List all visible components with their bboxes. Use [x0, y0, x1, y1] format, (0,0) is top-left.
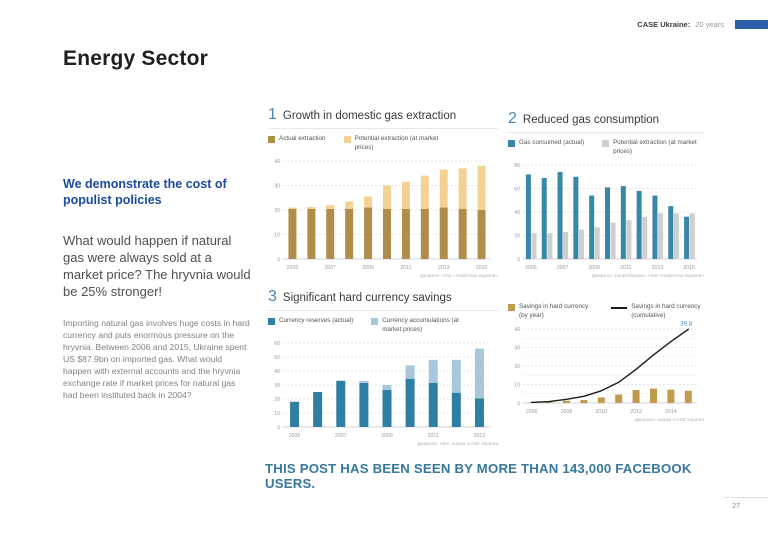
svg-text:20: 20	[274, 207, 280, 214]
svg-text:20: 20	[514, 363, 520, 370]
chart-number: 3	[268, 288, 277, 305]
chart-panel-currency-savings	[268, 288, 498, 447]
page-title: Energy Sector	[63, 47, 208, 70]
chart-title: Reduced gas consumption	[522, 114, 660, 126]
sidebar-body: Importing natural gas involves huge costs in hard currency and puts enormous pressure on the hryvnia. Between 2006 and 2015, Ukraine spent US $87.9bn on imported gas. What would happen with external accounts and the hryvnia exchange rate if market prices for natural gas had been instituted back in 2004?	[63, 318, 250, 401]
legend-item	[611, 303, 704, 320]
svg-text:60: 60	[274, 340, 280, 347]
svg-text:2009: 2009	[362, 265, 374, 271]
color-swatch-icon	[508, 304, 515, 311]
svg-text:40: 40	[274, 368, 280, 375]
svg-text:2008: 2008	[560, 409, 573, 415]
chart-plot	[268, 156, 498, 272]
svg-text:2011: 2011	[400, 265, 412, 271]
svg-text:30: 30	[514, 345, 520, 352]
svg-text:40: 40	[514, 326, 520, 333]
svg-text:2011: 2011	[427, 433, 439, 439]
legend-item	[268, 317, 353, 326]
brand-name: CASE Ukraine:	[637, 20, 691, 29]
legend-label: Gas consumed (actual)	[519, 139, 585, 146]
svg-text:2015: 2015	[683, 265, 695, 271]
chart-source: Джерело: оцінка CASE Україна	[634, 418, 704, 423]
svg-text:2005: 2005	[288, 433, 301, 439]
page-number: 27	[732, 503, 740, 510]
plot-svg	[268, 156, 498, 272]
svg-text:2006: 2006	[525, 409, 538, 415]
color-swatch-icon	[344, 136, 351, 143]
svg-text:10: 10	[274, 410, 280, 417]
legend-item	[508, 303, 593, 320]
chart-title: Growth in domestic gas extraction	[282, 110, 457, 122]
legend-item	[344, 135, 445, 152]
chart-panel-savings-cumulative	[508, 303, 704, 423]
svg-text:2010: 2010	[595, 409, 608, 415]
color-swatch-icon	[602, 140, 609, 147]
legend-label: Potential extraction (at market prices)	[613, 139, 697, 155]
color-swatch-icon	[508, 140, 515, 147]
chart-plot	[508, 160, 704, 272]
legend-label: Currency accumulations (at market prices)	[382, 317, 459, 333]
svg-text:10: 10	[514, 382, 520, 389]
chart-header	[268, 288, 498, 311]
plot-svg	[508, 160, 704, 272]
svg-text:10: 10	[274, 232, 280, 239]
legend-label: Actual extraction	[279, 135, 326, 142]
svg-text:2011: 2011	[620, 265, 632, 271]
brand-accent-bar	[735, 20, 768, 29]
legend-label: Savings in hard currency (by year)	[519, 303, 589, 319]
chart-legend	[508, 139, 704, 156]
svg-text:39.8: 39.8	[680, 320, 693, 328]
legend-item	[508, 139, 584, 148]
svg-text:2007: 2007	[335, 433, 347, 439]
svg-text:0: 0	[277, 256, 280, 263]
chart-source: Джерело: НАК «Нафтогаз України»	[419, 274, 498, 279]
chart-number: 2	[508, 110, 517, 127]
sidebar-heading: We demonstrate the cost of populist policies	[63, 177, 227, 207]
brand-header	[637, 20, 768, 29]
chart-source: Джерело: НБУ, оцінка CASE Україна	[417, 442, 498, 447]
page-number-divider	[724, 497, 768, 498]
svg-text:30: 30	[274, 183, 280, 190]
chart-legend	[268, 317, 498, 334]
svg-text:30: 30	[274, 382, 280, 389]
legend-label: Currency reserves (actual)	[279, 317, 354, 324]
svg-text:0: 0	[277, 424, 280, 431]
svg-text:20: 20	[514, 233, 520, 240]
svg-text:2012: 2012	[630, 409, 642, 415]
svg-text:2013: 2013	[473, 433, 486, 439]
color-swatch-icon	[268, 136, 275, 143]
svg-text:2009: 2009	[588, 265, 600, 271]
svg-text:2015: 2015	[475, 265, 488, 271]
svg-text:2013: 2013	[437, 265, 450, 271]
chart-panel-gas-consumption	[508, 110, 704, 279]
svg-text:2005: 2005	[525, 265, 537, 271]
chart-source: Джерело: Енергобаланс, НАК «Нафтогаз України»	[591, 274, 704, 279]
line-swatch-icon	[611, 307, 627, 309]
sidebar-lead: What would happen if natural gas were always sold at a market price? The hryvnia would be 25% stronger!	[63, 233, 251, 300]
chart-header	[268, 106, 498, 129]
svg-text:40: 40	[274, 158, 280, 165]
svg-text:80: 80	[514, 162, 520, 169]
svg-text:40: 40	[514, 209, 520, 216]
plot-svg	[508, 320, 704, 416]
chart-legend	[508, 303, 704, 320]
chart-plot	[268, 338, 498, 440]
facebook-reach-statement: THIS POST HAS BEEN SEEN BY MORE THAN 143,000 FACEBOOK USERS.	[265, 461, 692, 491]
brand-tagline: 20 years	[695, 20, 724, 29]
chart-header	[508, 110, 704, 133]
svg-text:2007: 2007	[556, 265, 569, 271]
svg-text:2013: 2013	[651, 265, 664, 271]
legend-item	[268, 135, 326, 144]
svg-text:2005: 2005	[286, 265, 299, 271]
svg-text:2014: 2014	[665, 409, 677, 415]
svg-text:0: 0	[517, 400, 520, 407]
chart-number: 1	[268, 106, 277, 123]
svg-text:2007: 2007	[324, 265, 337, 271]
svg-text:0: 0	[517, 256, 520, 263]
legend-label: Savings in hard currency (cumulative)	[631, 303, 701, 319]
color-swatch-icon	[371, 318, 378, 325]
color-swatch-icon	[268, 318, 275, 325]
legend-item	[371, 317, 472, 334]
chart-legend	[268, 135, 498, 152]
plot-svg	[268, 338, 498, 440]
svg-text:50: 50	[274, 354, 280, 361]
chart-panel-gas-extraction	[268, 106, 498, 279]
svg-text:20: 20	[274, 396, 280, 403]
legend-item	[602, 139, 703, 156]
chart-title: Significant hard currency savings	[282, 292, 452, 304]
svg-text:2009: 2009	[381, 433, 393, 439]
svg-text:60: 60	[514, 186, 520, 193]
legend-label: Potential extraction (at market prices)	[354, 135, 439, 151]
chart-plot	[508, 320, 704, 416]
